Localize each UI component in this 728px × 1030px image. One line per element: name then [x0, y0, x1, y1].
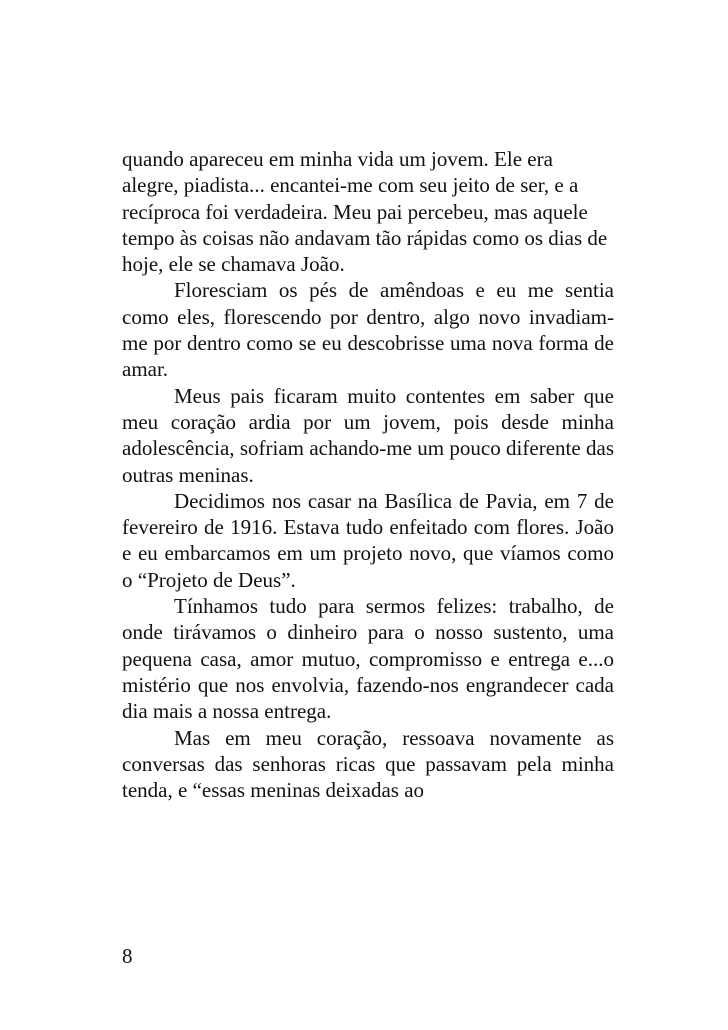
paragraph-1: quando apareceu em minha vida um jovem. Ele era alegre, piadista... encantei-me com seu jeito de ser, e a recíproca foi verdadeira. Meu pai percebeu, mas aquele tempo às coisas não andavam tão rápidas como os dias de hoje, ele se chamava João.: [122, 147, 608, 277]
paragraph-2: Floresciam os pés de amêndoas e eu me sentia como eles, florescendo por dentro, algo novo invadiam-me por dentro como se eu descobrisse uma nova forma de amar.: [122, 278, 614, 382]
paragraph-3: Meus pais ficaram muito contentes em saber que meu coração ardia por um jovem, pois desde minha adolescência, sofriam achando-me um pouco diferente das outras meninas.: [122, 383, 614, 487]
paragraph-4: Decidimos nos casar na Basílica de Pavia, em 7 de fevereiro de 1916. Estava tudo enfeitado com flores. João e eu embarcamos em um projeto novo, que víamos como o “Projeto de Deus”.: [122, 488, 614, 592]
page-number: 8: [122, 944, 133, 968]
paragraph-5: Tínhamos tudo para sermos felizes: trabalho, de onde tirávamos o dinheiro para o nosso sustento, uma pequena casa, amor mutuo, compromisso e entrega e...o mistério que nos envolvia, fazendo-nos engrandecer cada dia mais a nossa entrega.: [122, 594, 614, 724]
body-text: [122, 146, 614, 803]
paragraph-6: Mas em meu coração, ressoava novamente as conversas das senhoras ricas que passavam pela minha tenda, e “essas meninas deixadas ao: [122, 725, 614, 803]
